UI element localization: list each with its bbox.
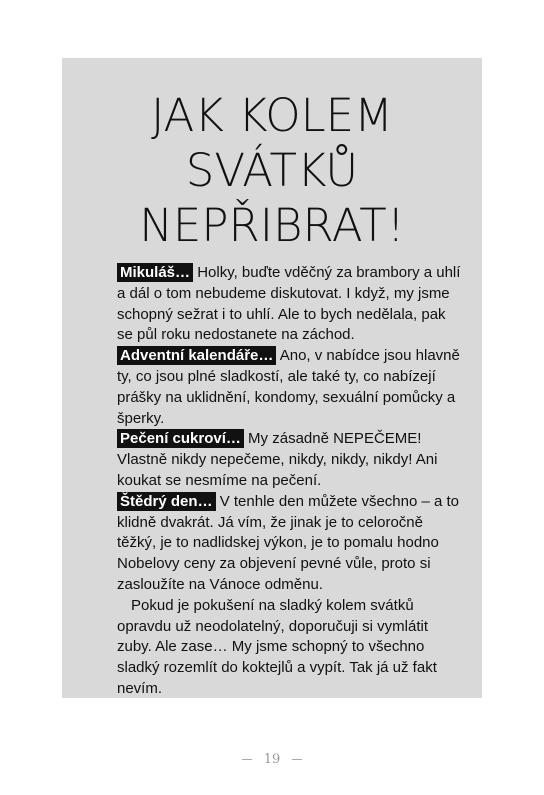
section-text: Holky, buďte vděčný za brambory a uhlí a dál o tom nebudeme diskutovat. I když, my jsme schopný sežrat i to uhlí. Ale to bych nedělala, pak se půl roku nedostanete na záchod.: [117, 264, 461, 344]
section-text: Ano, v nabídce jsou hlavně ty, co jsou plné sladkostí, ale také ty, co nabízejí prášky na uklidnění, kondomy, sexuální pomůcky a šperky.: [117, 347, 460, 427]
article-body: [117, 263, 462, 700]
section-mikulas: [117, 263, 462, 346]
title-line-3: NEPŘIBRAT!: [139, 199, 405, 252]
section-text: My zásadně NEPEČEME! Vlastně nikdy nepečeme, nikdy, nikdy, nikdy! Ani koukat se nesmíme na pečení.: [117, 430, 438, 489]
section-stedry-den: [117, 492, 462, 596]
section-advent: [117, 346, 462, 429]
section-label: Štědrý den…: [117, 492, 216, 511]
section-label: Pečení cukroví…: [117, 429, 244, 448]
page-number-text: 19: [263, 752, 281, 767]
dash-left: [242, 759, 252, 760]
dash-right: [292, 759, 302, 760]
page-title: [62, 88, 482, 253]
title-line-1: JAK KOLEM: [151, 89, 393, 142]
title-line-2: SVÁTKŮ: [185, 144, 359, 197]
closing-paragraph: Pokud je pokušení na sladký kolem svátků opravdu už neodolatelný, doporučuji si vymlátit zuby. Ale zase… My jsme schopný to všechno sladký rozemlít do koktejlů a vypít. Tak já už fakt nevím.: [117, 596, 437, 697]
section-text: V tenhle den můžete všechno – a to klidně dvakrát. Já vím, že jinak je to celoročně těžký, je to nadlidskej výkon, je to pomalu hodno Nobelovy ceny za objevení pevné vůle, proto si zasloužíte na Vánoce odměnu.: [117, 492, 460, 593]
content-panel: [62, 58, 482, 698]
page-number: [0, 752, 544, 767]
section-label: Mikuláš…: [117, 263, 193, 282]
section-label: Adventní kalendáře…: [117, 346, 276, 365]
section-peceni: [117, 429, 462, 491]
